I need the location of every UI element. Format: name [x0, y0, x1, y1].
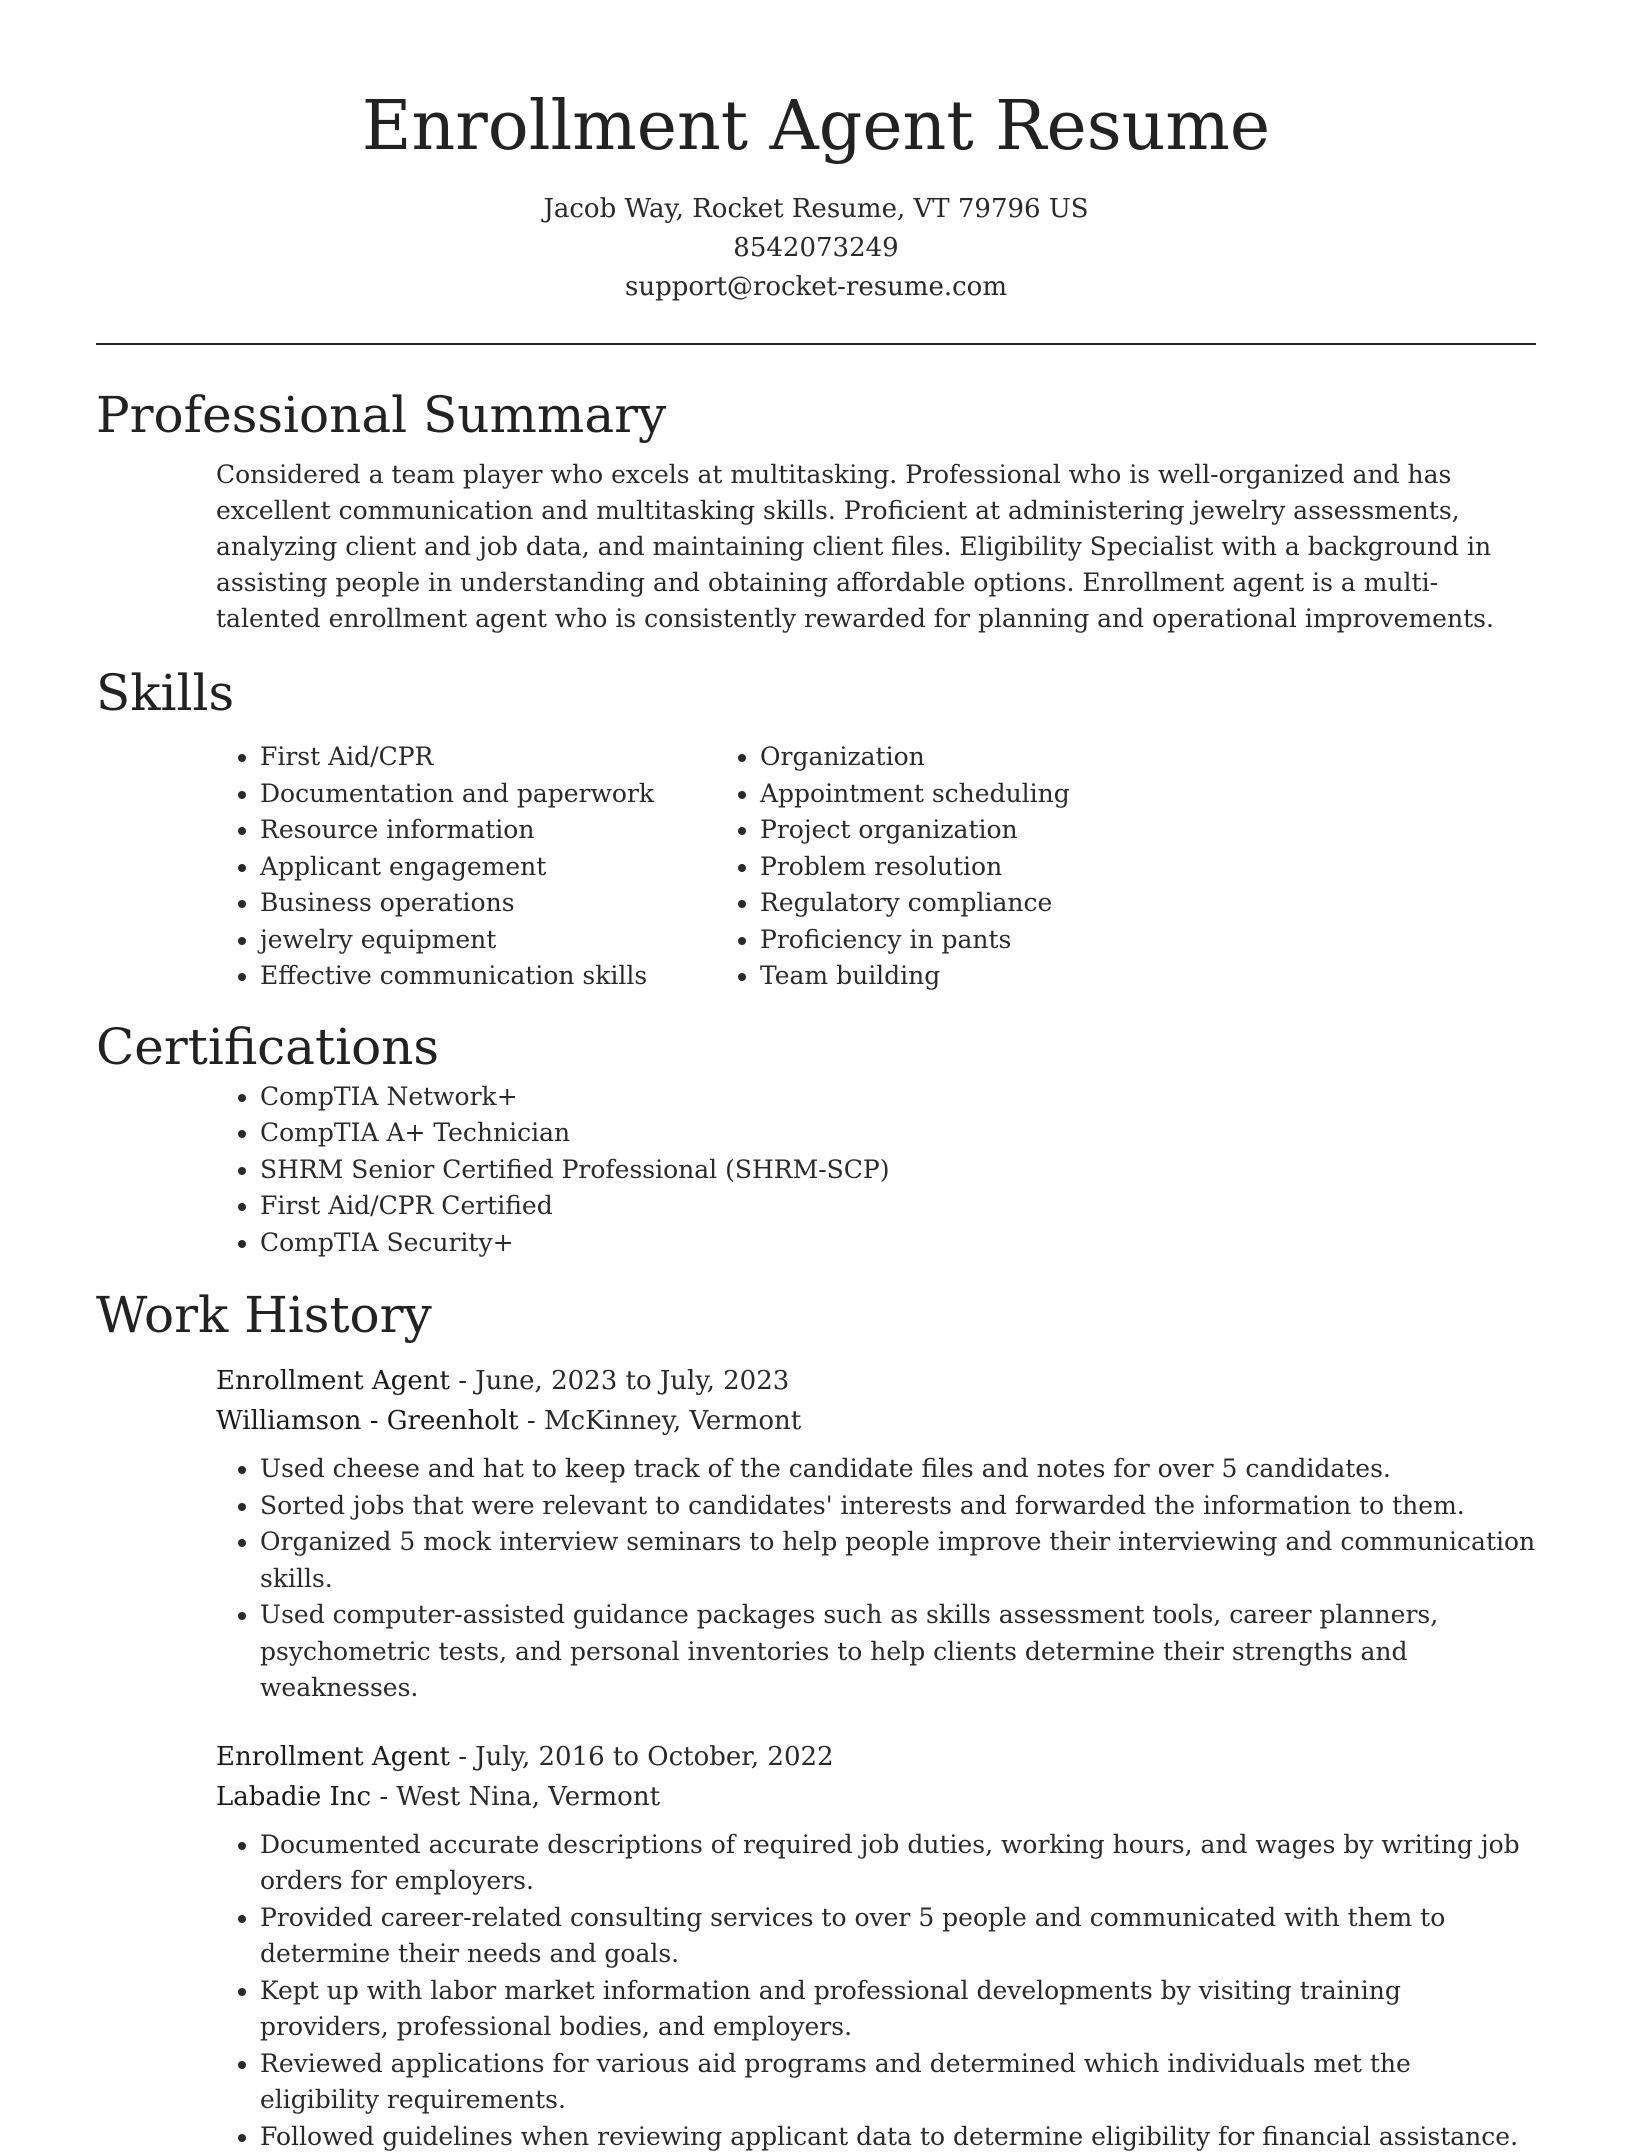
job-company: Labadie Inc: [216, 1782, 371, 1812]
skill-item: • Organization: [760, 739, 1410, 776]
contact-block: [96, 190, 1536, 307]
job-company-line: [216, 1401, 1536, 1441]
job-bullet: • Documented accurate descriptions of required job duties, working hours, and wages by writing job orders for employers.: [260, 1827, 1536, 1900]
job-bullet: • Kept up with labor market information and professional developments by visiting training providers, professional bodies, and employers.: [260, 1973, 1536, 2046]
job-location: - McKinney, Vermont: [519, 1406, 802, 1436]
skill-item: • Regulatory compliance: [760, 885, 1410, 922]
job-bullet: • Used cheese and hat to keep track of the candidate files and notes for over 5 candidates.: [260, 1451, 1536, 1488]
header-divider: [96, 343, 1536, 345]
certifications-list: [96, 1079, 1536, 1262]
contact-address: Jacob Way, Rocket Resume, VT 79796 US: [96, 190, 1536, 229]
summary-heading: Professional Summary: [96, 383, 1536, 447]
certifications-heading: Certifications: [96, 1015, 1536, 1079]
work-history-heading: Work History: [96, 1283, 1536, 1347]
skill-item: • First Aid/CPR: [260, 739, 910, 776]
job-dates: - June, 2023 to July, 2023: [450, 1366, 789, 1396]
skills-columns: [96, 739, 1536, 995]
certification-item: • SHRM Senior Certified Professional (SHRM-SCP): [260, 1152, 1536, 1189]
contact-email: support@rocket-resume.com: [96, 268, 1536, 307]
job-bullet: • Followed guidelines when reviewing applicant data to determine eligibility for financial assistance.: [260, 2119, 1536, 2155]
skill-item: • Effective communication skills: [260, 958, 910, 995]
resume-title: Enrollment Agent Resume: [96, 0, 1536, 170]
job-entry: [216, 1737, 1536, 2155]
skill-item: • Problem resolution: [760, 849, 1410, 886]
skill-item: • Appointment scheduling: [760, 776, 1410, 813]
skill-item: • Resource information: [260, 812, 910, 849]
skill-item: • Business operations: [260, 885, 910, 922]
job-bullets: [216, 1451, 1536, 1707]
job-bullet: • Used computer-assisted guidance packages such as skills assessment tools, career planners, psychometric tests, and personal inventories to help clients determine their strengths and weaknesses.: [260, 1597, 1536, 1707]
resume-page: [96, 0, 1536, 2155]
certification-item: • CompTIA A+ Technician: [260, 1115, 1536, 1152]
job-title: Enrollment Agent: [216, 1366, 450, 1396]
certification-item: • First Aid/CPR Certified: [260, 1188, 1536, 1225]
skill-item: • Team building: [760, 958, 1410, 995]
skill-item: • jewelry equipment: [260, 922, 910, 959]
skills-heading: Skills: [96, 661, 1536, 725]
job-dates: - July, 2016 to October, 2022: [450, 1742, 834, 1772]
skill-item: • Applicant engagement: [260, 849, 910, 886]
job-company: Williamson - Greenholt: [216, 1406, 519, 1436]
job-bullets: [216, 1827, 1536, 2155]
job-entry: [216, 1361, 1536, 1707]
job-bullet: • Reviewed applications for various aid programs and determined which individuals met the eligibility requirements.: [260, 2046, 1536, 2119]
job-title-line: [216, 1737, 1536, 1777]
job-title-line: [216, 1361, 1536, 1401]
contact-phone: 8542073249: [96, 229, 1536, 268]
skills-list-right: [760, 739, 1410, 995]
summary-text: Considered a team player who excels at multitasking. Professional who is well-organized and has excellent communication and multitasking skills. Proficient at administering jewelry assessments, analyzing client and job data, and maintaining client files. Eligibility Specialist with a background in assisting people in understanding and obtaining affordable options. Enrollment agent is a multi-talented enrollment agent who is consistently rewarded for planning and operational improvements.: [216, 457, 1536, 637]
job-company-line: [216, 1777, 1536, 1817]
job-bullet: • Organized 5 mock interview seminars to help people improve their interviewing and communication skills.: [260, 1524, 1536, 1597]
job-bullet: • Provided career-related consulting services to over 5 people and communicated with them to determine their needs and goals.: [260, 1900, 1536, 1973]
job-location: - West Nina, Vermont: [371, 1782, 660, 1812]
skill-item: • Proficiency in pants: [760, 922, 1410, 959]
certification-item: • CompTIA Security+: [260, 1225, 1536, 1262]
skill-item: • Project organization: [760, 812, 1410, 849]
skill-item: • Documentation and paperwork: [260, 776, 910, 813]
certification-item: • CompTIA Network+: [260, 1079, 1536, 1116]
job-bullet: • Sorted jobs that were relevant to candidates' interests and forwarded the information to them.: [260, 1488, 1536, 1525]
job-title: Enrollment Agent: [216, 1742, 450, 1772]
